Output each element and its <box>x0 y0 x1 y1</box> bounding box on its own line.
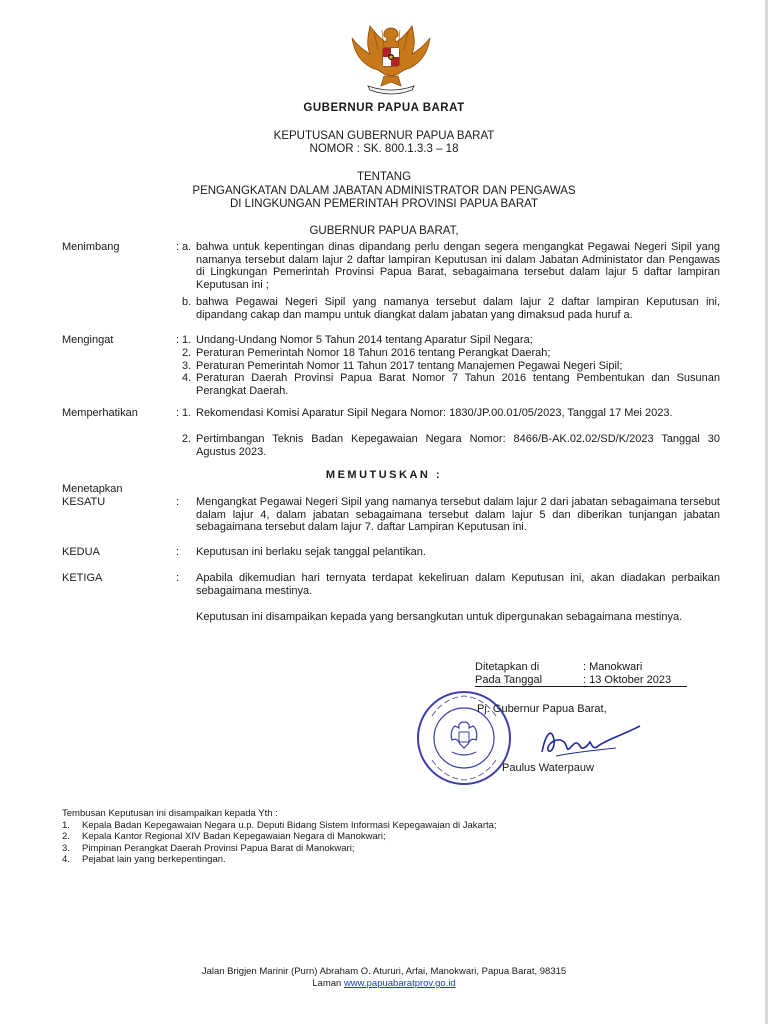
list-item <box>62 843 702 855</box>
list-item <box>62 820 702 832</box>
section-label-mengingat: Mengingat <box>62 334 114 346</box>
list-marker: 4. <box>62 854 70 865</box>
list-item-text: Peraturan Daerah Provinsi Papua Barat Nomor 7 Tahun 2016 tentang Pembentukan dan Susunan Perangkat Daerah. <box>196 372 720 397</box>
list-marker: 1. <box>62 819 70 831</box>
website-link[interactable]: www.papuabaratprov.go.id <box>343 978 456 989</box>
list-item-text: Pejabat lain yang berkepentingan. <box>82 854 226 865</box>
list-item-text: Pimpinan Perangkat Daerah Provinsi Papua Barat di Manokwari; <box>82 842 355 854</box>
decree-number: NOMOR : SK. 800.1.3.3 – 18 <box>309 143 459 155</box>
date-label: Pada Tanggal <box>475 673 543 686</box>
kedua-text: Keputusan ini berlaku sejak tanggal pelantikan. <box>196 546 426 558</box>
colon: : <box>176 496 180 508</box>
list-marker: 1. <box>182 407 192 419</box>
list-marker: 3. <box>62 842 70 854</box>
subject-line-1: PENGANGKATAN DALAM JABATAN ADMINISTRATOR DAN PENGAWAS <box>192 185 576 197</box>
list-marker: 1. <box>182 334 192 346</box>
list-item-text: Peraturan Pemerintah Nomor 18 Tahun 2016 tentang Perangkat Daerah; <box>196 347 551 359</box>
list-item <box>182 407 720 420</box>
kesatu-text: Mengangkat Pegawai Negeri Sipil yang namanya tersebut dalam lajur 2 dari jabatan sebagaimana tersebut dalam lajur 4, dalam jabatan sebagaimana tersebut dalam lajur 5 dan diberikan tunjangan jabatan sebagaimana tersebut dalam lajur 7. daftar Lampiran Keputusan ini. <box>196 496 720 533</box>
governor-line: GUBERNUR PAPUA BARAT, <box>309 225 459 237</box>
colon: : <box>176 407 180 419</box>
website-prefix: Laman <box>312 978 344 989</box>
handwritten-signature-icon <box>536 722 646 762</box>
list-marker: b. <box>182 296 192 308</box>
list-item <box>62 831 702 843</box>
list-marker: 3. <box>182 360 192 372</box>
colon: : <box>176 241 180 253</box>
copies-list <box>62 808 702 866</box>
list-marker: 2. <box>62 831 70 842</box>
list-item-text: bahwa untuk kepentingan dinas dipandang perlu dengan segera mengangkat Pegawai Negeri Sipil yang namanya tersebut dalam lajur 2 daftar lampiran Keputusan ini dalam Jabatan Administator dan Pengawas di Lingkungan Pemerintah Provinsi Papua Barat, sebagaimana tersebut dalam lajur 5 daftar lampiran Keputusan ini ; <box>196 241 720 291</box>
list-marker: 4. <box>182 372 192 384</box>
list-item <box>182 360 720 373</box>
list-item-text: Kepala Badan Kepegawaian Negara u.p. Deputi Bidang Sistem Informasi Kepegawaian di Jakarta; <box>82 819 497 831</box>
list-item-text: Rekomendasi Komisi Aparatur Sipil Negara Nomor: 1830/JP.00.01/05/2023, Tanggal 17 Mei 2023. <box>196 407 673 419</box>
list-item <box>182 347 720 360</box>
list-marker: a. <box>182 241 192 253</box>
section-label-ketiga: KETIGA <box>62 572 103 584</box>
subject-line-2: DI LINGKUNGAN PEMERINTAH PROVINSI PAPUA BARAT <box>229 198 538 210</box>
list-item-text: bahwa Pegawai Negeri Sipil yang namanya tersebut dalam lajur 2 daftar lampiran Keputusan ini, dipandang cakap dan mampu untuk diangkat dalam jabatan yang dimaksud pada huruf a. <box>196 296 720 321</box>
signatory-name: Paulus Waterpauw <box>502 762 594 774</box>
footer-address: Jalan Brigjen Marinir (Purn) Abraham O. Atururi, Arfai, Manokwari, Papua Barat, 98315 <box>201 966 567 977</box>
list-item-text: Peraturan Pemerintah Nomor 11 Tahun 2017 tentang Manajemen Pegawai Negeri Sipil; <box>196 360 623 372</box>
memutuskan-heading: MEMUTUSKAN : <box>325 469 443 481</box>
list-item <box>182 296 720 321</box>
list-item-text: Kepala Kantor Regional XIV Badan Kepegawaian Negara di Manokwari; <box>82 831 386 842</box>
section-label-kedua: KEDUA <box>62 546 100 558</box>
issuer-heading: GUBERNUR PAPUA BARAT <box>303 102 465 114</box>
date-value: : 13 Oktober 2023 <box>583 673 672 686</box>
signatory-office: Pj. Gubernur Papua Barat, <box>477 703 607 715</box>
footer-website <box>0 977 768 990</box>
place-value: : Manokwari <box>583 661 643 673</box>
closing-text: Keputusan ini disampaikan kepada yang bersangkutan untuk dipergunakan sebagaimana mestinya. <box>196 611 683 623</box>
colon: : <box>176 334 180 346</box>
signature-place-date <box>475 661 715 686</box>
section-label-menetapkan: Menetapkan <box>62 483 123 495</box>
date-row <box>475 674 715 687</box>
about-label: TENTANG <box>356 171 412 183</box>
list-item <box>182 433 720 458</box>
place-row <box>475 661 715 674</box>
decree-title: KEPUTUSAN GUBERNUR PAPUA BARAT <box>273 130 495 142</box>
section-label-menimbang: Menimbang <box>62 241 120 253</box>
section-label-memperhatikan: Memperhatikan <box>62 407 138 419</box>
list-item <box>182 241 720 291</box>
list-item-text: Pertimbangan Teknis Badan Kepegawaian Negara Nomor: 8466/B-AK.02.02/SD/K/2023 Tanggal 30 Agustus 2023. <box>196 433 720 458</box>
list-marker: 2. <box>182 347 192 359</box>
list-marker: 2. <box>182 433 192 445</box>
list-item <box>62 854 702 866</box>
garuda-emblem-icon <box>346 20 436 96</box>
list-item-text: Undang-Undang Nomor 5 Tahun 2014 tentang Aparatur Sipil Negara; <box>196 334 533 346</box>
place-label: Ditetapkan di <box>475 661 540 673</box>
signature-divider <box>475 686 687 687</box>
list-item <box>182 372 720 397</box>
ketiga-text: Apabila dikemudian hari ternyata terdapat kekeliruan dalam Keputusan ini, akan diadakan perbaikan sebagaimana mestinya. <box>196 572 720 597</box>
copies-intro: Tembusan Keputusan ini disampaikan kepada Yth : <box>62 808 278 819</box>
colon: : <box>176 572 180 584</box>
list-item <box>182 334 720 347</box>
section-label-kesatu: KESATU <box>62 496 106 508</box>
colon: : <box>176 546 180 558</box>
